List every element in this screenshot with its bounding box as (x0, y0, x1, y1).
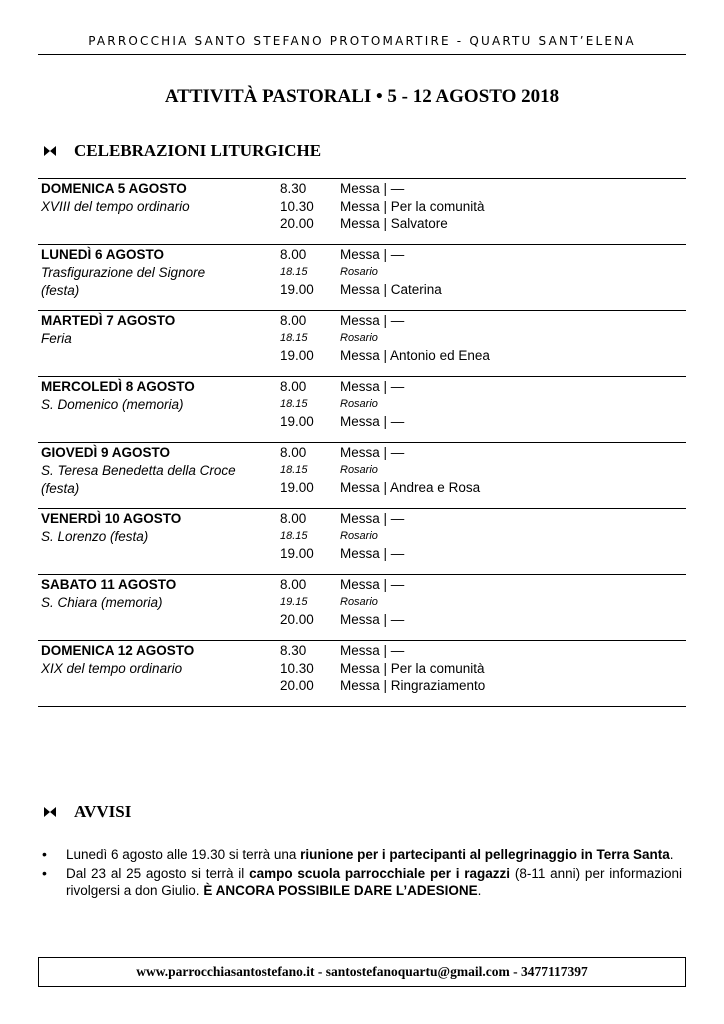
section-heading: CELEBRAZIONI LITURGICHE (74, 141, 322, 160)
event-time: 10.30 (280, 198, 314, 214)
day-block (38, 508, 686, 574)
event-description: Messa | — (340, 414, 405, 429)
day-info (41, 444, 281, 498)
event-description: Rosario (340, 463, 378, 476)
day-info (41, 246, 281, 300)
feast-name: XVIII del tempo ordinario (41, 199, 190, 214)
event-description: Messa | Per la comunità (340, 660, 485, 676)
notice-text: Lunedì 6 agosto alle 19.30 si terrà una (66, 847, 301, 862)
day-name: MERCOLEDÌ 8 AGOSTO (41, 379, 195, 394)
event-description: Messa | — (340, 313, 405, 328)
event-row (280, 180, 680, 198)
day-info (41, 378, 281, 414)
event-description: Messa | Caterina (340, 282, 442, 297)
day-name: GIOVEDÌ 9 AGOSTO (41, 445, 171, 460)
feast-name: S. Domenico (memoria) (41, 397, 184, 412)
notice-emphasis: È ANCORA POSSIBILE DARE L’ADESIONE (203, 883, 478, 898)
event-description: Messa | — (340, 612, 405, 627)
event-row (280, 198, 680, 216)
day-info (41, 576, 281, 612)
event-description: Messa | Per la comunità (340, 198, 485, 214)
day-name: MARTEDÌ 7 AGOSTO (41, 313, 176, 328)
event-row (280, 281, 680, 299)
notices (42, 846, 682, 901)
event-time: 8.00 (280, 577, 307, 592)
event-row (280, 312, 680, 330)
day-block (38, 244, 686, 310)
day-name: DOMENICA 5 AGOSTO (41, 181, 187, 196)
event-time: 18.15 (280, 331, 308, 344)
section-heading: AVVISI (74, 802, 132, 821)
day-info (41, 180, 281, 216)
event-time: 19.15 (280, 595, 308, 608)
schedule-table (38, 178, 686, 707)
event-time: 19.00 (280, 546, 314, 561)
event-row (280, 378, 680, 396)
section-avvisi (44, 802, 131, 822)
event-description: Rosario (340, 595, 378, 608)
event-time: 8.00 (280, 445, 307, 460)
notice-emphasis: campo scuola parrocchiale per i ragazzi (249, 865, 511, 881)
page-title: ATTIVITÀ PASTORALI • 5 - 12 AGOSTO 2018 (164, 86, 560, 107)
bowtie-bullet-icon (44, 146, 74, 156)
event-row (280, 264, 680, 282)
events (280, 246, 680, 299)
events (280, 510, 680, 563)
feast-name: Feria (41, 331, 72, 346)
event-row (280, 396, 680, 414)
feast-name: S. Chiara (memoria) (41, 595, 163, 610)
event-row (280, 576, 680, 594)
event-row (280, 347, 680, 365)
event-row (280, 444, 680, 462)
notice-item (42, 865, 682, 900)
event-row (280, 594, 680, 612)
event-description: Messa | Ringraziamento (340, 678, 486, 693)
day-name: VENERDÌ 10 AGOSTO (41, 511, 182, 526)
notice-text: . (669, 847, 674, 862)
feast-name: XIX del tempo ordinario (41, 661, 183, 676)
event-description: Rosario (340, 331, 378, 344)
day-info (41, 642, 281, 678)
event-row (280, 215, 680, 233)
events (280, 312, 680, 365)
event-time: 18.15 (280, 397, 308, 410)
event-description: Messa | Salvatore (340, 216, 448, 231)
event-description: Messa | — (340, 546, 405, 561)
day-info (41, 312, 281, 348)
event-row (280, 611, 680, 629)
event-time: 18.15 (280, 463, 308, 476)
day-block (38, 178, 686, 244)
feast-name: Trasfigurazione del Signore (41, 265, 206, 280)
event-time: 19.00 (280, 414, 314, 429)
event-row (280, 246, 680, 264)
day-block (38, 310, 686, 376)
event-time: 19.00 (280, 480, 314, 495)
event-time: 10.30 (280, 660, 314, 676)
event-description: Messa | — (340, 247, 405, 262)
event-row (280, 462, 680, 480)
section-celebrazioni (44, 141, 321, 161)
event-time: 18.15 (280, 265, 308, 278)
event-time: 18.15 (280, 529, 308, 542)
event-row (280, 510, 680, 528)
event-row (280, 545, 680, 563)
day-info (41, 510, 281, 546)
event-description: Rosario (340, 529, 378, 542)
event-description: Messa | — (340, 445, 405, 460)
contacts-footer: www.parrocchiasantostefano.it - santostefanoquartu@gmail.com - 3477117397 (38, 957, 686, 987)
bowtie-bullet-icon (44, 807, 74, 817)
event-row (280, 642, 680, 660)
event-description: Rosario (340, 397, 378, 410)
event-time: 8.30 (280, 643, 307, 658)
event-time: 19.00 (280, 348, 314, 363)
day-name: DOMENICA 12 AGOSTO (41, 643, 195, 658)
event-time: 8.30 (280, 181, 307, 196)
day-name: LUNEDÌ 6 AGOSTO (41, 247, 165, 262)
event-row (280, 479, 680, 497)
event-description: Messa | — (340, 181, 405, 196)
event-row (280, 677, 680, 695)
events (280, 576, 680, 629)
feast-name: S. Lorenzo (festa) (41, 529, 149, 544)
feast-name: (festa) (41, 481, 80, 496)
event-description: Messa | — (340, 577, 405, 592)
notice-text: . (477, 883, 482, 898)
day-name: SABATO 11 AGOSTO (41, 577, 177, 592)
notice-text: Dal 23 al 25 agosto si terrà il (66, 865, 250, 881)
events (280, 444, 680, 497)
notices-list (42, 846, 682, 900)
event-time: 19.00 (280, 282, 314, 297)
events (280, 642, 680, 695)
day-block (38, 640, 686, 706)
event-description: Messa | Antonio ed Enea (340, 348, 490, 363)
notice-emphasis: riunione per i partecipanti al pellegrinaggio in Terra Santa (300, 847, 670, 862)
event-time: 20.00 (280, 678, 314, 693)
event-time: 20.00 (280, 612, 314, 627)
table-end-rule (38, 706, 686, 707)
event-description: Messa | — (340, 511, 405, 526)
event-time: 20.00 (280, 216, 314, 231)
event-time: 8.00 (280, 313, 307, 328)
events (280, 378, 680, 431)
event-row (280, 528, 680, 546)
event-description: Messa | — (340, 379, 405, 394)
event-time: 8.00 (280, 511, 307, 526)
notice-item (42, 846, 682, 864)
event-time: 8.00 (280, 247, 307, 262)
event-row (280, 660, 680, 678)
event-description: Messa | — (340, 643, 405, 658)
day-block (38, 574, 686, 640)
day-block (38, 376, 686, 442)
feast-name: (festa) (41, 283, 80, 298)
event-description: Messa | Andrea e Rosa (340, 480, 481, 495)
notice-text: (8-11 anni) per informazioni rivolgersi a don Giulio. (66, 865, 682, 898)
parish-header: PARROCCHIA SANTO STEFANO PROTOMARTIRE - QUARTU SANT’ELENA (38, 34, 686, 55)
events (280, 180, 680, 233)
day-block (38, 442, 686, 508)
event-row (280, 330, 680, 348)
feast-name: S. Teresa Benedetta della Croce (41, 463, 236, 478)
event-row (280, 413, 680, 431)
event-description: Rosario (340, 265, 378, 278)
event-time: 8.00 (280, 379, 307, 394)
